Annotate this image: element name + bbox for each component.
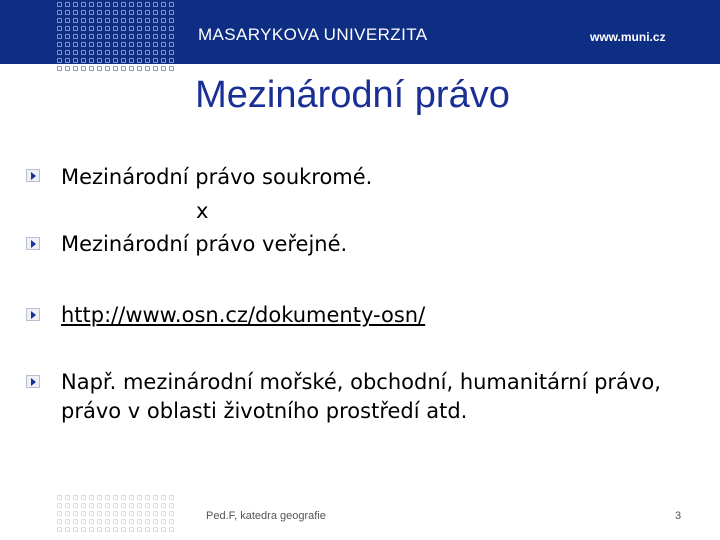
pattern-dot	[113, 26, 118, 31]
pattern-dot	[137, 503, 142, 508]
bullet-arrow-icon	[26, 169, 40, 182]
pattern-dot	[97, 519, 102, 524]
pattern-dot	[145, 495, 150, 500]
pattern-dot	[153, 503, 158, 508]
pattern-dot	[137, 2, 142, 7]
pattern-dot	[161, 50, 166, 55]
pattern-dot	[169, 50, 174, 55]
pattern-dot	[57, 519, 62, 524]
bullet-arrow-icon	[26, 308, 40, 321]
pattern-dot	[73, 519, 78, 524]
pattern-dot	[145, 10, 150, 15]
pattern-dot	[145, 26, 150, 31]
pattern-dot	[97, 58, 102, 63]
pattern-dot	[145, 2, 150, 7]
pattern-dot	[129, 511, 134, 516]
separator-text: x	[196, 199, 209, 223]
bullet-arrow-icon	[26, 375, 40, 388]
pattern-dot	[169, 34, 174, 39]
pattern-dot	[113, 66, 118, 71]
pattern-dot	[105, 42, 110, 47]
pattern-dot	[121, 66, 126, 71]
pattern-dot	[169, 511, 174, 516]
pattern-dot	[89, 26, 94, 31]
pattern-dot	[89, 519, 94, 524]
pattern-dot	[105, 26, 110, 31]
pattern-dot	[105, 10, 110, 15]
pattern-dot	[81, 26, 86, 31]
pattern-dot	[137, 34, 142, 39]
pattern-dot	[97, 495, 102, 500]
pattern-dot	[65, 511, 70, 516]
pattern-dot	[57, 58, 62, 63]
pattern-dot	[129, 58, 134, 63]
pattern-dot	[65, 503, 70, 508]
pattern-dot	[105, 495, 110, 500]
pattern-dot	[105, 2, 110, 7]
pattern-dot	[97, 527, 102, 532]
pattern-dot	[65, 527, 70, 532]
pattern-dot	[113, 2, 118, 7]
pattern-dot	[129, 2, 134, 7]
pattern-dot	[153, 527, 158, 532]
pattern-dot	[169, 42, 174, 47]
pattern-dot	[73, 66, 78, 71]
pattern-dot	[65, 58, 70, 63]
pattern-dot	[113, 527, 118, 532]
pattern-dot	[57, 42, 62, 47]
pattern-dot	[73, 10, 78, 15]
pattern-dot	[145, 42, 150, 47]
pattern-dot	[129, 519, 134, 524]
pattern-dot	[73, 527, 78, 532]
pattern-dot	[97, 503, 102, 508]
pattern-dot	[121, 519, 126, 524]
pattern-dot	[137, 18, 142, 23]
bullet-text: Mezinárodní právo soukromé.	[61, 165, 373, 189]
pattern-dot	[73, 42, 78, 47]
pattern-dot	[65, 66, 70, 71]
pattern-dot	[97, 42, 102, 47]
pattern-dot	[169, 503, 174, 508]
pattern-dot	[169, 2, 174, 7]
pattern-dot	[145, 18, 150, 23]
pattern-dot	[81, 34, 86, 39]
pattern-dot	[137, 527, 142, 532]
pattern-dot	[81, 2, 86, 7]
pattern-dot	[169, 58, 174, 63]
pattern-dot	[89, 495, 94, 500]
pattern-dot	[73, 58, 78, 63]
pattern-dot	[145, 511, 150, 516]
pattern-dot	[105, 503, 110, 508]
pattern-dot	[81, 10, 86, 15]
pattern-dot	[153, 58, 158, 63]
pattern-dot	[161, 495, 166, 500]
pattern-dot	[113, 503, 118, 508]
pattern-dot	[145, 66, 150, 71]
pattern-dot	[153, 495, 158, 500]
pattern-dot	[81, 511, 86, 516]
pattern-dot	[121, 511, 126, 516]
pattern-dot	[169, 18, 174, 23]
pattern-dot	[161, 66, 166, 71]
pattern-dot	[57, 50, 62, 55]
pattern-dot	[65, 495, 70, 500]
pattern-dot	[57, 495, 62, 500]
pattern-dot	[65, 18, 70, 23]
pattern-dot	[145, 58, 150, 63]
website-link[interactable]: www.muni.cz	[590, 30, 666, 44]
pattern-dot	[81, 527, 86, 532]
pattern-dot	[105, 511, 110, 516]
pattern-dot	[89, 2, 94, 7]
pattern-dot	[129, 503, 134, 508]
pattern-dot	[73, 18, 78, 23]
pattern-dot	[121, 2, 126, 7]
pattern-dot	[153, 519, 158, 524]
pattern-dot	[129, 26, 134, 31]
pattern-dot	[89, 511, 94, 516]
pattern-dot	[105, 66, 110, 71]
pattern-dot	[129, 495, 134, 500]
pattern-dot	[65, 34, 70, 39]
pattern-dot	[81, 42, 86, 47]
pattern-dot	[97, 50, 102, 55]
pattern-dot	[105, 527, 110, 532]
pattern-dot	[97, 66, 102, 71]
bullet-continuation-text: právo v oblasti životního prostředí atd.	[61, 399, 468, 423]
osn-link[interactable]: http://www.osn.cz/dokumenty-osn/	[61, 303, 426, 327]
pattern-dot	[73, 495, 78, 500]
pattern-dot	[57, 18, 62, 23]
pattern-dot	[113, 50, 118, 55]
pattern-dot	[105, 58, 110, 63]
pattern-dot	[129, 10, 134, 15]
pattern-dot	[89, 42, 94, 47]
pattern-dot	[89, 527, 94, 532]
pattern-dot	[153, 50, 158, 55]
pattern-dot	[113, 18, 118, 23]
pattern-dot	[161, 519, 166, 524]
pattern-dot	[121, 10, 126, 15]
pattern-dot	[121, 42, 126, 47]
pattern-dot	[153, 10, 158, 15]
pattern-dot	[153, 42, 158, 47]
pattern-dot	[97, 10, 102, 15]
pattern-dot	[169, 10, 174, 15]
pattern-dot	[121, 527, 126, 532]
pattern-dot	[89, 18, 94, 23]
bullet-arrow-icon	[26, 237, 40, 250]
pattern-dot	[169, 519, 174, 524]
dot-pattern-bottom	[57, 495, 177, 535]
pattern-dot	[137, 42, 142, 47]
pattern-dot	[81, 495, 86, 500]
footer-text: Ped.F, katedra geografie	[206, 510, 326, 522]
pattern-dot	[145, 519, 150, 524]
pattern-dot	[97, 18, 102, 23]
pattern-dot	[169, 495, 174, 500]
pattern-dot	[57, 66, 62, 71]
pattern-dot	[81, 519, 86, 524]
pattern-dot	[161, 34, 166, 39]
pattern-dot	[81, 50, 86, 55]
pattern-dot	[153, 66, 158, 71]
pattern-dot	[73, 503, 78, 508]
pattern-dot	[57, 2, 62, 7]
pattern-dot	[169, 66, 174, 71]
university-name: MASARYKOVA UNIVERZITA	[198, 25, 428, 44]
pattern-dot	[137, 58, 142, 63]
pattern-dot	[73, 511, 78, 516]
pattern-dot	[89, 34, 94, 39]
pattern-dot	[121, 495, 126, 500]
pattern-dot	[89, 58, 94, 63]
pattern-dot	[113, 58, 118, 63]
pattern-dot	[161, 2, 166, 7]
pattern-dot	[105, 519, 110, 524]
dot-pattern-top	[57, 2, 177, 74]
pattern-dot	[65, 10, 70, 15]
pattern-dot	[89, 503, 94, 508]
pattern-dot	[65, 42, 70, 47]
pattern-dot	[81, 66, 86, 71]
pattern-dot	[145, 527, 150, 532]
pattern-dot	[129, 18, 134, 23]
pattern-dot	[137, 519, 142, 524]
pattern-dot	[113, 10, 118, 15]
pattern-dot	[65, 2, 70, 7]
pattern-dot	[97, 34, 102, 39]
pattern-dot	[105, 34, 110, 39]
pattern-dot	[97, 511, 102, 516]
pattern-dot	[57, 26, 62, 31]
pattern-dot	[145, 50, 150, 55]
pattern-dot	[153, 18, 158, 23]
pattern-dot	[57, 34, 62, 39]
pattern-dot	[89, 66, 94, 71]
pattern-dot	[137, 66, 142, 71]
pattern-dot	[137, 511, 142, 516]
pattern-dot	[137, 50, 142, 55]
pattern-dot	[161, 18, 166, 23]
pattern-dot	[73, 34, 78, 39]
pattern-dot	[113, 34, 118, 39]
pattern-dot	[169, 26, 174, 31]
pattern-dot	[81, 503, 86, 508]
pattern-dot	[57, 527, 62, 532]
pattern-dot	[153, 511, 158, 516]
page-number: 3	[675, 510, 682, 522]
pattern-dot	[137, 10, 142, 15]
pattern-dot	[121, 50, 126, 55]
pattern-dot	[57, 511, 62, 516]
pattern-dot	[153, 2, 158, 7]
pattern-dot	[161, 26, 166, 31]
pattern-dot	[57, 503, 62, 508]
pattern-dot	[89, 50, 94, 55]
pattern-dot	[145, 503, 150, 508]
pattern-dot	[137, 495, 142, 500]
pattern-dot	[161, 10, 166, 15]
pattern-dot	[129, 66, 134, 71]
pattern-dot	[161, 527, 166, 532]
bullet-text: Např. mezinárodní mořské, obchodní, humanitární právo,	[61, 370, 661, 394]
pattern-dot	[153, 34, 158, 39]
pattern-dot	[121, 26, 126, 31]
pattern-dot	[113, 519, 118, 524]
pattern-dot	[161, 511, 166, 516]
pattern-dot	[129, 527, 134, 532]
pattern-dot	[105, 50, 110, 55]
pattern-dot	[113, 511, 118, 516]
pattern-dot	[65, 519, 70, 524]
bullet-text: Mezinárodní právo veřejné.	[61, 232, 348, 256]
pattern-dot	[81, 18, 86, 23]
pattern-dot	[113, 495, 118, 500]
pattern-dot	[121, 34, 126, 39]
pattern-dot	[113, 42, 118, 47]
pattern-dot	[81, 58, 86, 63]
pattern-dot	[153, 26, 158, 31]
pattern-dot	[57, 10, 62, 15]
pattern-dot	[121, 503, 126, 508]
pattern-dot	[105, 18, 110, 23]
pattern-dot	[129, 50, 134, 55]
pattern-dot	[89, 10, 94, 15]
pattern-dot	[97, 26, 102, 31]
pattern-dot	[65, 50, 70, 55]
slide-title: Mezinárodní právo	[195, 74, 510, 116]
pattern-dot	[129, 34, 134, 39]
pattern-dot	[121, 58, 126, 63]
pattern-dot	[161, 503, 166, 508]
pattern-dot	[129, 42, 134, 47]
pattern-dot	[73, 50, 78, 55]
pattern-dot	[121, 18, 126, 23]
pattern-dot	[161, 58, 166, 63]
pattern-dot	[169, 527, 174, 532]
pattern-dot	[73, 2, 78, 7]
pattern-dot	[97, 2, 102, 7]
pattern-dot	[161, 42, 166, 47]
pattern-dot	[145, 34, 150, 39]
pattern-dot	[65, 26, 70, 31]
pattern-dot	[73, 26, 78, 31]
pattern-dot	[137, 26, 142, 31]
